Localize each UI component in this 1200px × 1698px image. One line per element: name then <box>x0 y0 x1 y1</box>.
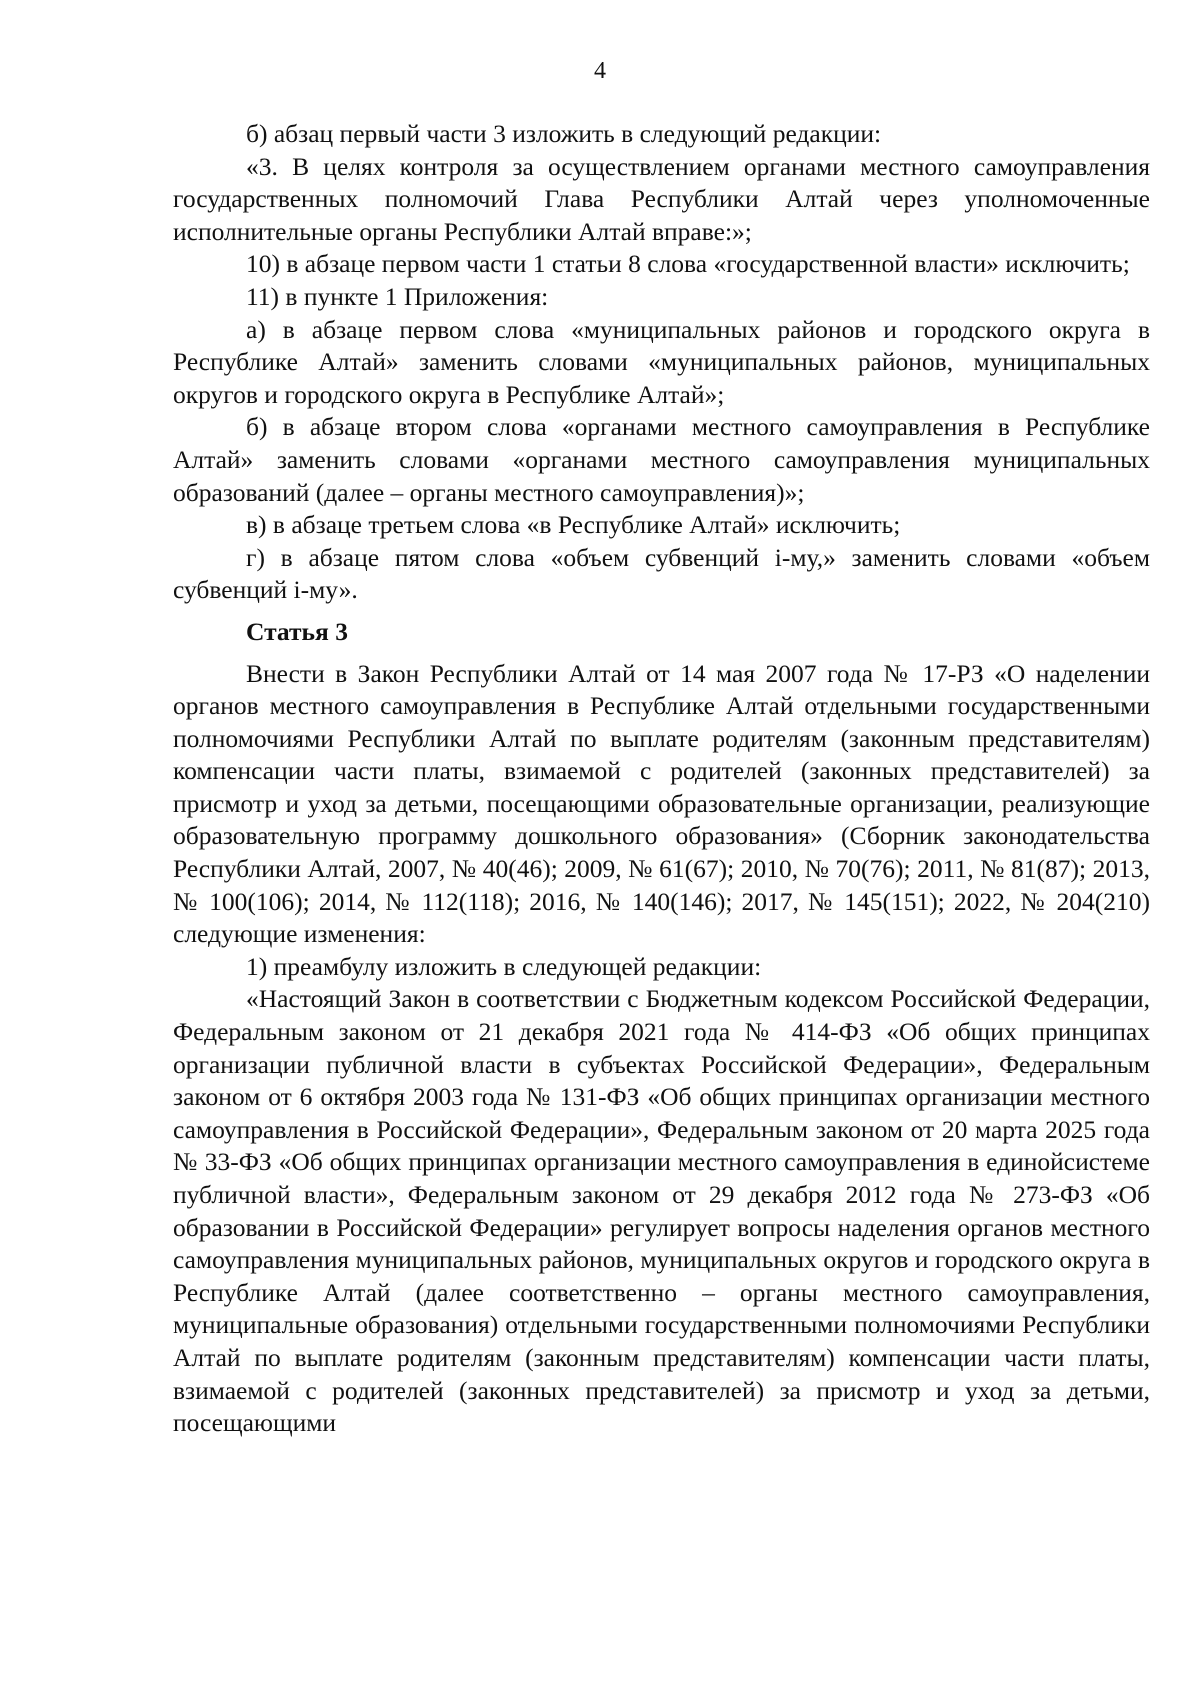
paragraph-item-11: 11) в пункте 1 Приложения: <box>246 281 549 311</box>
document-body <box>173 118 1150 1440</box>
paragraph-item-11-a: а) в абзаце первом слова «муниципальных районов и городского округа в Республике Алтай» заменить словами «муниципальных районов, муниципальных округов и городского округа в Республике Алтай»; <box>173 314 1150 409</box>
paragraph-item-10: 10) в абзаце первом части 1 статьи 8 слова «государственной власти» исключить; <box>246 249 1130 279</box>
paragraph-b-part-3: б) абзац первый части 3 изложить в следующий редакции: <box>246 119 882 148</box>
paragraph-item-11-v: в) в абзаце третьем слова «в Республике Алтай» исключить; <box>246 510 901 540</box>
paragraph-preamble-item-1: 1) преамбулу изложить в следующей редакции: <box>246 951 762 981</box>
paragraph-article-3-intro: Внести в Закон Республики Алтай от 14 мая 2007 года № 17-РЗ «О наделении органов местного самоуправления в Республике Алтай отдельными государственными полномочиями Республики Алтай по выплате родителям (законным представителям) компенсации части платы, взимаемой с родителей (законных представителей) за присмотр и уход за детьми, посещающими образовательные организации, реализующие образовательную программу дошкольного образования» (Сборник законодательства Республики Алтай, 2007, № 40(46); 2009, № 61(67); 2010, № 70(76); 2011, № 81(87); 2013, № 100(106); 2014, № 112(118); 2016, № 140(146); 2017, № 145(151); 2022, № 204(210) следующие изменения: <box>173 658 1150 949</box>
paragraph-item-11-b: б) в абзаце втором слова «органами местного самоуправления в Республике Алтай» заменить словами «органами местного самоуправления муниципальных образований (далее – органы местного самоуправления)»; <box>173 412 1150 507</box>
article-3-heading: Статья 3 <box>246 616 348 646</box>
paragraph-item-11-g: г) в абзаце пятом слова «объем субвенций i-му,» заменить словами «объем субвенций i-му». <box>173 542 1150 605</box>
paragraph-quote-3: «3. В целях контроля за осуществлением органами местного самоуправления государственных полномочий Глава Республики Алтай через уполномоченные исполнительные органы Республики Алтай вправе:»; <box>173 151 1150 246</box>
paragraph-preamble-text: «Настоящий Закон в соответствии с Бюджетным кодексом Российской Федерации, Федеральным законом от 21 декабря 2021 года № 414-ФЗ «Об общих принципах организации публичной власти в субъектах Российской Федерации», Федеральным законом от 6 октября 2003 года № 131-ФЗ «Об общих принципах организации местного самоуправления в Российской Федерации», Федеральным законом от 20 марта 2025 года № 33-ФЗ «Об общих принципах организации местного самоуправления в единойсистеме публичной власти», Федеральным законом от 29 декабря 2012 года № 273-ФЗ «Об образовании в Российской Федерации» регулирует вопросы наделения органов местного самоуправления муниципальных районов, муниципальных округов и городского округа в Республике Алтай (далее соответственно – органы местного самоуправления, муниципальные образования) отдельными государственными полномочиями Республики Алтай по выплате родителям (законным представителям) компенсации части платы, взимаемой с родителей (законных представителей) за присмотр и уход за детьми, посещающими <box>173 984 1150 1438</box>
page-number: 4 <box>594 58 606 84</box>
